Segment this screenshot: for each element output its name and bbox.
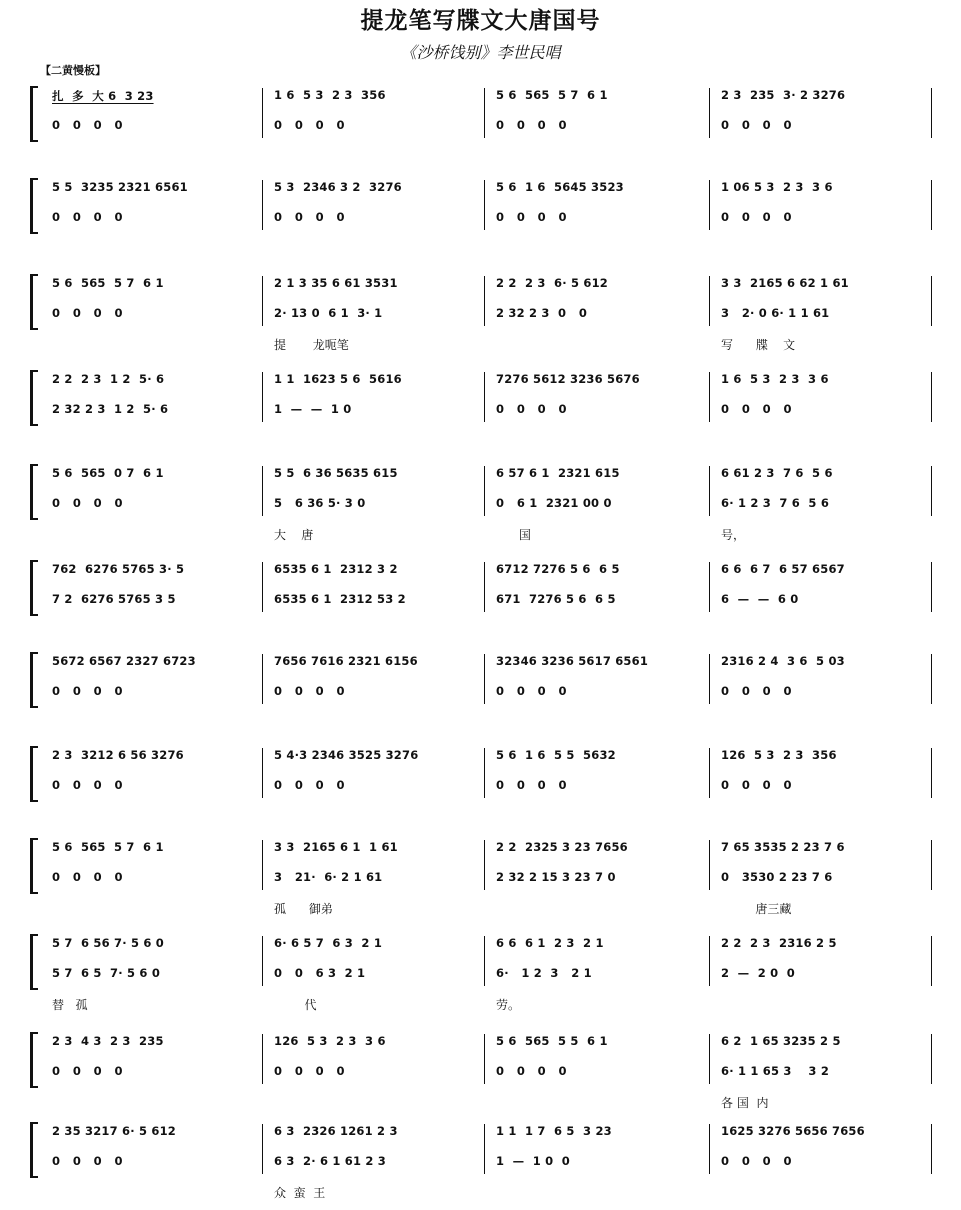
melody-notes: 6· 6 5 7 6 3 2 1 — [274, 936, 383, 950]
vocal-notes: 2 32 2 3 0 0 — [496, 306, 588, 320]
system-brace — [30, 464, 38, 520]
melody-notes: 2 3 235 3· 2 3276 — [721, 88, 846, 102]
melody-notes: 2 1 3 35 6 61 3531 — [274, 276, 398, 290]
vocal-notes: 0 0 0 0 — [496, 1064, 567, 1078]
vocal-notes: 671 7276 5 6 6 5 — [496, 592, 616, 606]
measure — [52, 368, 264, 438]
measure — [496, 368, 708, 438]
system-brace — [30, 560, 38, 616]
melody-notes: 5 5 3235 2321 6561 — [52, 180, 188, 194]
vocal-notes: 6· 1 1 65 3 3 2 — [721, 1064, 830, 1078]
vocal-notes: 0 0 0 0 — [52, 118, 123, 132]
vocal-notes: 0 0 0 0 — [274, 778, 345, 792]
measure — [496, 744, 708, 814]
melody-notes: 2 2 2325 3 23 7656 — [496, 840, 628, 854]
measure — [52, 744, 264, 814]
system-brace — [30, 1122, 38, 1178]
measure — [274, 1030, 486, 1100]
melody-notes: 2316 2 4 3 6 5 03 — [721, 654, 845, 668]
system-brace — [30, 934, 38, 990]
measure — [496, 1030, 708, 1100]
lyric-text: 写 牒 文 — [721, 338, 796, 352]
vocal-notes: 0 0 0 0 — [496, 778, 567, 792]
melody-notes: 126 5 3 2 3 356 — [721, 748, 837, 762]
measure — [52, 558, 264, 628]
melody-notes: 1 1 1 7 6 5 3 23 — [496, 1124, 612, 1138]
score-system — [26, 744, 936, 834]
measure — [721, 558, 933, 628]
melody-notes: 7 65 3535 2 23 7 6 — [721, 840, 845, 854]
score-system — [26, 368, 936, 458]
score-system — [26, 932, 936, 1022]
melody-notes: 6712 7276 5 6 6 5 — [496, 562, 620, 576]
measure — [721, 176, 933, 246]
measure — [52, 932, 264, 1012]
vocal-notes: 3 21· 6· 2 1 61 — [274, 870, 383, 884]
vocal-notes: 0 0 0 0 — [52, 210, 123, 224]
lyric-text: 提 龙呃笔 — [274, 338, 349, 352]
melody-notes: 3 3 2165 6 1 1 61 — [274, 840, 398, 854]
measure — [496, 1120, 708, 1190]
melody-notes: 1 1 1623 5 6 5616 — [274, 372, 402, 386]
vocal-notes: 6 — — 6 0 — [721, 592, 799, 606]
measure — [274, 650, 486, 720]
measure — [496, 176, 708, 246]
measure — [52, 84, 264, 154]
barline — [709, 562, 710, 612]
score-system — [26, 1030, 936, 1120]
melody-notes: 2 2 2 3 1 2 5· 6 — [52, 372, 165, 386]
barline — [709, 936, 710, 986]
vocal-notes: 6535 6 1 2312 53 2 — [274, 592, 406, 606]
measure — [274, 462, 486, 542]
vocal-notes: 0 0 0 0 — [52, 306, 123, 320]
measure — [274, 368, 486, 438]
measure — [52, 1030, 264, 1100]
measure — [721, 836, 933, 916]
melody-notes: 1625 3276 5656 7656 — [721, 1124, 865, 1138]
melody-notes: 5 6 565 0 7 6 1 — [52, 466, 164, 480]
barline — [709, 1034, 710, 1084]
melody-notes: 5 7 6 56 7· 5 6 0 — [52, 936, 165, 950]
melody-notes: 5672 6567 2327 6723 — [52, 654, 196, 668]
melody-notes: 5 6 1 6 5645 3523 — [496, 180, 624, 194]
lyric-text: 代 — [274, 998, 317, 1012]
vocal-notes: 0 0 0 0 — [52, 684, 123, 698]
melody-notes: 3 3 2165 6 62 1 61 — [721, 276, 849, 290]
score-system — [26, 176, 936, 266]
vocal-notes: 5 6 36 5· 3 0 — [274, 496, 366, 510]
measure — [52, 176, 264, 246]
vocal-notes: 0 0 0 0 — [721, 778, 792, 792]
melody-notes: 6535 6 1 2312 3 2 — [274, 562, 398, 576]
barline — [709, 840, 710, 890]
melody-notes: 6 6 6 7 6 57 6567 — [721, 562, 845, 576]
vocal-notes: 0 0 0 0 — [52, 1154, 123, 1168]
melody-notes: 1 6 5 3 2 3 3 6 — [721, 372, 829, 386]
melody-notes: 7656 7616 2321 6156 — [274, 654, 418, 668]
measure — [52, 836, 264, 906]
system-brace — [30, 274, 38, 330]
vocal-notes: 6 3 2· 6 1 61 2 3 — [274, 1154, 387, 1168]
melody-notes: 32346 3236 5617 6561 — [496, 654, 649, 668]
lyric-text: 劳。 — [496, 998, 521, 1012]
measure — [274, 84, 486, 154]
melody-notes: 2 2 2 3 6· 5 612 — [496, 276, 609, 290]
melody-notes: 7276 5612 3236 5676 — [496, 372, 640, 386]
score-system — [26, 558, 936, 648]
measure — [274, 272, 486, 352]
vocal-notes: 0 0 0 0 — [721, 684, 792, 698]
measure — [721, 368, 933, 438]
melody-notes: 2 2 2 3 2316 2 5 — [721, 936, 837, 950]
system-brace — [30, 652, 38, 708]
vocal-notes: 0 0 0 0 — [52, 1064, 123, 1078]
barline — [709, 466, 710, 516]
vocal-notes: 0 0 0 0 — [274, 684, 345, 698]
melody-notes: 6 6 6 1 2 3 2 1 — [496, 936, 604, 950]
melody-notes: 6 2 1 65 3235 2 5 — [721, 1034, 841, 1048]
vocal-notes: 0 0 0 0 — [721, 210, 792, 224]
melody-notes: 6 3 2326 1261 2 3 — [274, 1124, 398, 1138]
melody-notes: 1 6 5 3 2 3 356 — [274, 88, 386, 102]
vocal-notes: 0 0 0 0 — [496, 210, 567, 224]
vocal-notes: 0 6 1 2321 00 0 — [496, 496, 612, 510]
lyric-text: 唐三藏 — [721, 902, 792, 916]
measure — [496, 932, 708, 1012]
barline — [709, 1124, 710, 1174]
vocal-notes: 0 0 0 0 — [274, 210, 345, 224]
melody-notes: 1 06 5 3 2 3 3 6 — [721, 180, 833, 194]
measure — [52, 462, 264, 532]
measure — [721, 650, 933, 720]
vocal-notes: 5 7 6 5 7· 5 6 0 — [52, 966, 161, 980]
measure — [274, 1120, 486, 1200]
system-brace — [30, 86, 38, 142]
vocal-notes: 2· 13 0 6 1 3· 1 — [274, 306, 383, 320]
melody-notes: 5 6 565 5 7 6 1 — [52, 276, 164, 290]
melody-notes: 762 6276 5765 3· 5 — [52, 562, 185, 576]
melody-notes: 126 5 3 2 3 3 6 — [274, 1034, 386, 1048]
system-brace — [30, 1032, 38, 1088]
measure — [274, 836, 486, 916]
vocal-notes: 0 3530 2 23 7 6 — [721, 870, 833, 884]
lyric-text: 号， — [721, 528, 746, 542]
measure — [274, 744, 486, 814]
measure — [274, 558, 486, 628]
measure — [496, 462, 708, 542]
melody-notes: 5 5 6 36 5635 615 — [274, 466, 398, 480]
lyric-text: 大 唐 — [274, 528, 314, 542]
melody-notes: 2 3 3212 6 56 3276 — [52, 748, 184, 762]
score-subtitle: 《沙桥饯别》李世民唱 — [400, 43, 561, 62]
vocal-notes: 2 32 2 3 1 2 5· 6 — [52, 402, 169, 416]
lyric-text: 替 孤 — [52, 998, 88, 1012]
measure — [52, 650, 264, 720]
melody-notes: 5 6 565 5 7 6 1 — [52, 840, 164, 854]
melody-notes: 扎 多 大 6 3 23 — [52, 89, 154, 103]
measure — [721, 84, 933, 154]
score-system — [26, 462, 936, 552]
lyric-text: 众 蛮 王 — [274, 1186, 326, 1200]
measure — [52, 1120, 264, 1190]
measure — [721, 1120, 933, 1190]
barline — [709, 654, 710, 704]
vocal-notes: 0 0 0 0 — [721, 118, 792, 132]
vocal-notes: 0 0 0 0 — [496, 118, 567, 132]
vocal-notes: 0 0 0 0 — [496, 402, 567, 416]
vocal-notes: 0 0 0 0 — [52, 870, 123, 884]
barline — [709, 180, 710, 230]
vocal-notes: 0 0 0 0 — [721, 1154, 792, 1168]
vocal-notes: 0 0 0 0 — [52, 496, 123, 510]
vocal-notes: 0 0 6 3 2 1 — [274, 966, 366, 980]
vocal-notes: 2 32 2 15 3 23 7 0 — [496, 870, 616, 884]
score-system — [26, 84, 936, 174]
vocal-notes: 2 — 2 0 0 — [721, 966, 795, 980]
score-system — [26, 650, 936, 740]
melody-notes: 6 57 6 1 2321 615 — [496, 466, 620, 480]
system-brace — [30, 178, 38, 234]
melody-notes: 5 6 1 6 5 5 5632 — [496, 748, 616, 762]
measure — [721, 932, 933, 1002]
measure — [496, 650, 708, 720]
lyric-text: 国 — [496, 528, 531, 542]
vocal-notes: 1 — 1 0 0 — [496, 1154, 570, 1168]
measure — [496, 836, 708, 906]
measure — [496, 558, 708, 628]
melody-notes: 5 6 565 5 5 6 1 — [496, 1034, 608, 1048]
score-title: 提龙笔写牒文大唐国号 — [360, 7, 601, 34]
melody-notes: 5 6 565 5 7 6 1 — [496, 88, 608, 102]
measure — [721, 744, 933, 814]
score-system — [26, 836, 936, 926]
melody-notes: 5 4·3 2346 3525 3276 — [274, 748, 419, 762]
measure — [496, 272, 708, 342]
system-brace — [30, 838, 38, 894]
melody-notes: 2 3 4 3 2 3 235 — [52, 1034, 164, 1048]
vocal-notes: 6· 1 2 3 2 1 — [496, 966, 592, 980]
vocal-notes: 6· 1 2 3 7 6 5 6 — [721, 496, 830, 510]
vocal-notes: 0 0 0 0 — [274, 1064, 345, 1078]
measure — [274, 932, 486, 1012]
vocal-notes: 7 2 6276 5765 3 5 — [52, 592, 176, 606]
lyric-text: 各 国 内 — [721, 1096, 769, 1110]
measure — [721, 272, 933, 352]
lyric-text: 孤 御弟 — [274, 902, 333, 916]
score-system — [26, 272, 936, 362]
measure — [52, 272, 264, 342]
melody-notes: 6 61 2 3 7 6 5 6 — [721, 466, 833, 480]
melody-notes: 2 35 3217 6· 5 612 — [52, 1124, 177, 1138]
vocal-notes: 0 0 0 0 — [496, 684, 567, 698]
measure — [721, 462, 933, 542]
melody-notes: 5 3 2346 3 2 3276 — [274, 180, 402, 194]
barline — [709, 88, 710, 138]
system-brace — [30, 746, 38, 802]
vocal-notes: 3 2· 0 6· 1 1 61 — [721, 306, 830, 320]
measure — [274, 176, 486, 246]
vocal-notes: 1 — — 1 0 — [274, 402, 352, 416]
measure — [496, 84, 708, 154]
vocal-notes: 0 0 0 0 — [52, 778, 123, 792]
tempo-marking: 【二黄慢板】 — [40, 64, 106, 77]
barline — [709, 276, 710, 326]
barline — [709, 748, 710, 798]
measure — [721, 1030, 933, 1110]
system-brace — [30, 370, 38, 426]
barline — [709, 372, 710, 422]
vocal-notes: 0 0 0 0 — [721, 402, 792, 416]
vocal-notes: 0 0 0 0 — [274, 118, 345, 132]
